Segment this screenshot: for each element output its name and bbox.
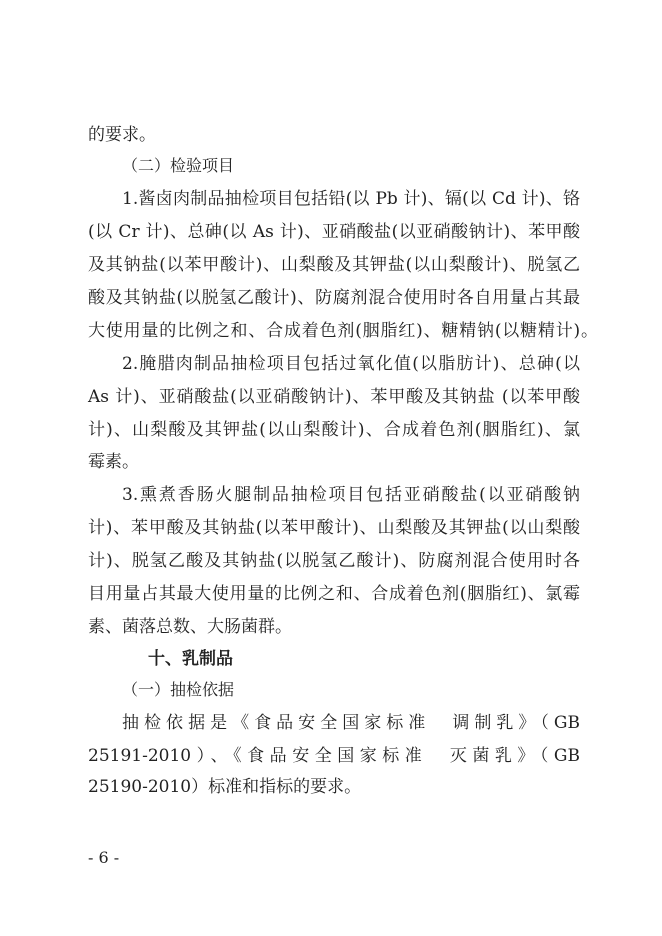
section-heading: （二）检验项目: [122, 156, 235, 175]
paragraph-line: 酸及其钠盐(以脱氢乙酸计)、防腐剂混合使用时各自用量占其最: [88, 288, 580, 308]
paragraph-line: 计)、苯甲酸及其钠盐(以苯甲酸计)、山梨酸及其钾盐(以山梨酸: [88, 518, 580, 538]
paragraph-line: 计)、脱氢乙酸及其钠盐(以脱氢乙酸计)、防腐剂混合使用时各: [88, 551, 580, 571]
paragraph-line: 目用量占其最大使用量的比例之和、合成着色剂(胭脂红)、氯霉: [88, 584, 580, 604]
paragraph-line: 大使用量的比例之和、合成着色剂(胭脂红)、糖精钠(以糖精计)。: [88, 321, 598, 341]
paragraph-line: 及其钠盐(以苯甲酸计)、山梨酸及其钾盐(以山梨酸计)、脱氢乙: [88, 255, 580, 275]
paragraph-line: (以 Cr 计)、总砷(以 As 计)、亚硝酸盐(以亚硝酸钠计)、苯甲酸: [88, 222, 580, 242]
paragraph-line: 的要求。: [88, 125, 156, 145]
paragraph-line: 25191-2010）、《食品安全国家标准 灭菌乳》（GB: [88, 746, 580, 766]
paragraph-line: 抽检依据是《食品安全国家标准 调制乳》（GB: [122, 713, 580, 733]
paragraph-line: 霉素。: [88, 452, 139, 472]
paragraph-line: 计)、山梨酸及其钾盐(以山梨酸计)、合成着色剂(胭脂红)、氯: [88, 420, 580, 440]
paragraph-line: 2.腌腊肉制品抽检项目包括过氧化值(以脂肪计)、总砷(以: [122, 354, 580, 374]
section-heading: （一）抽检依据: [122, 680, 235, 699]
page-number: - 6 -: [88, 848, 120, 867]
paragraph-line: 25190-2010）标准和指标的要求。: [88, 777, 362, 797]
paragraph-line: As 计)、亚硝酸盐(以亚硝酸钠计)、苯甲酸及其钠盐 (以苯甲酸: [88, 387, 580, 407]
paragraph-line: 3.熏煮香肠火腿制品抽检项目包括亚硝酸盐(以亚硝酸钠: [122, 485, 580, 505]
chapter-heading: 十、乳制品: [148, 649, 233, 669]
paragraph-line: 素、菌落总数、大肠菌群。: [88, 617, 292, 637]
paragraph-line: 1.酱卤肉制品抽检项目包括铅(以 Pb 计)、镉(以 Cd 计)、铬: [122, 189, 580, 209]
